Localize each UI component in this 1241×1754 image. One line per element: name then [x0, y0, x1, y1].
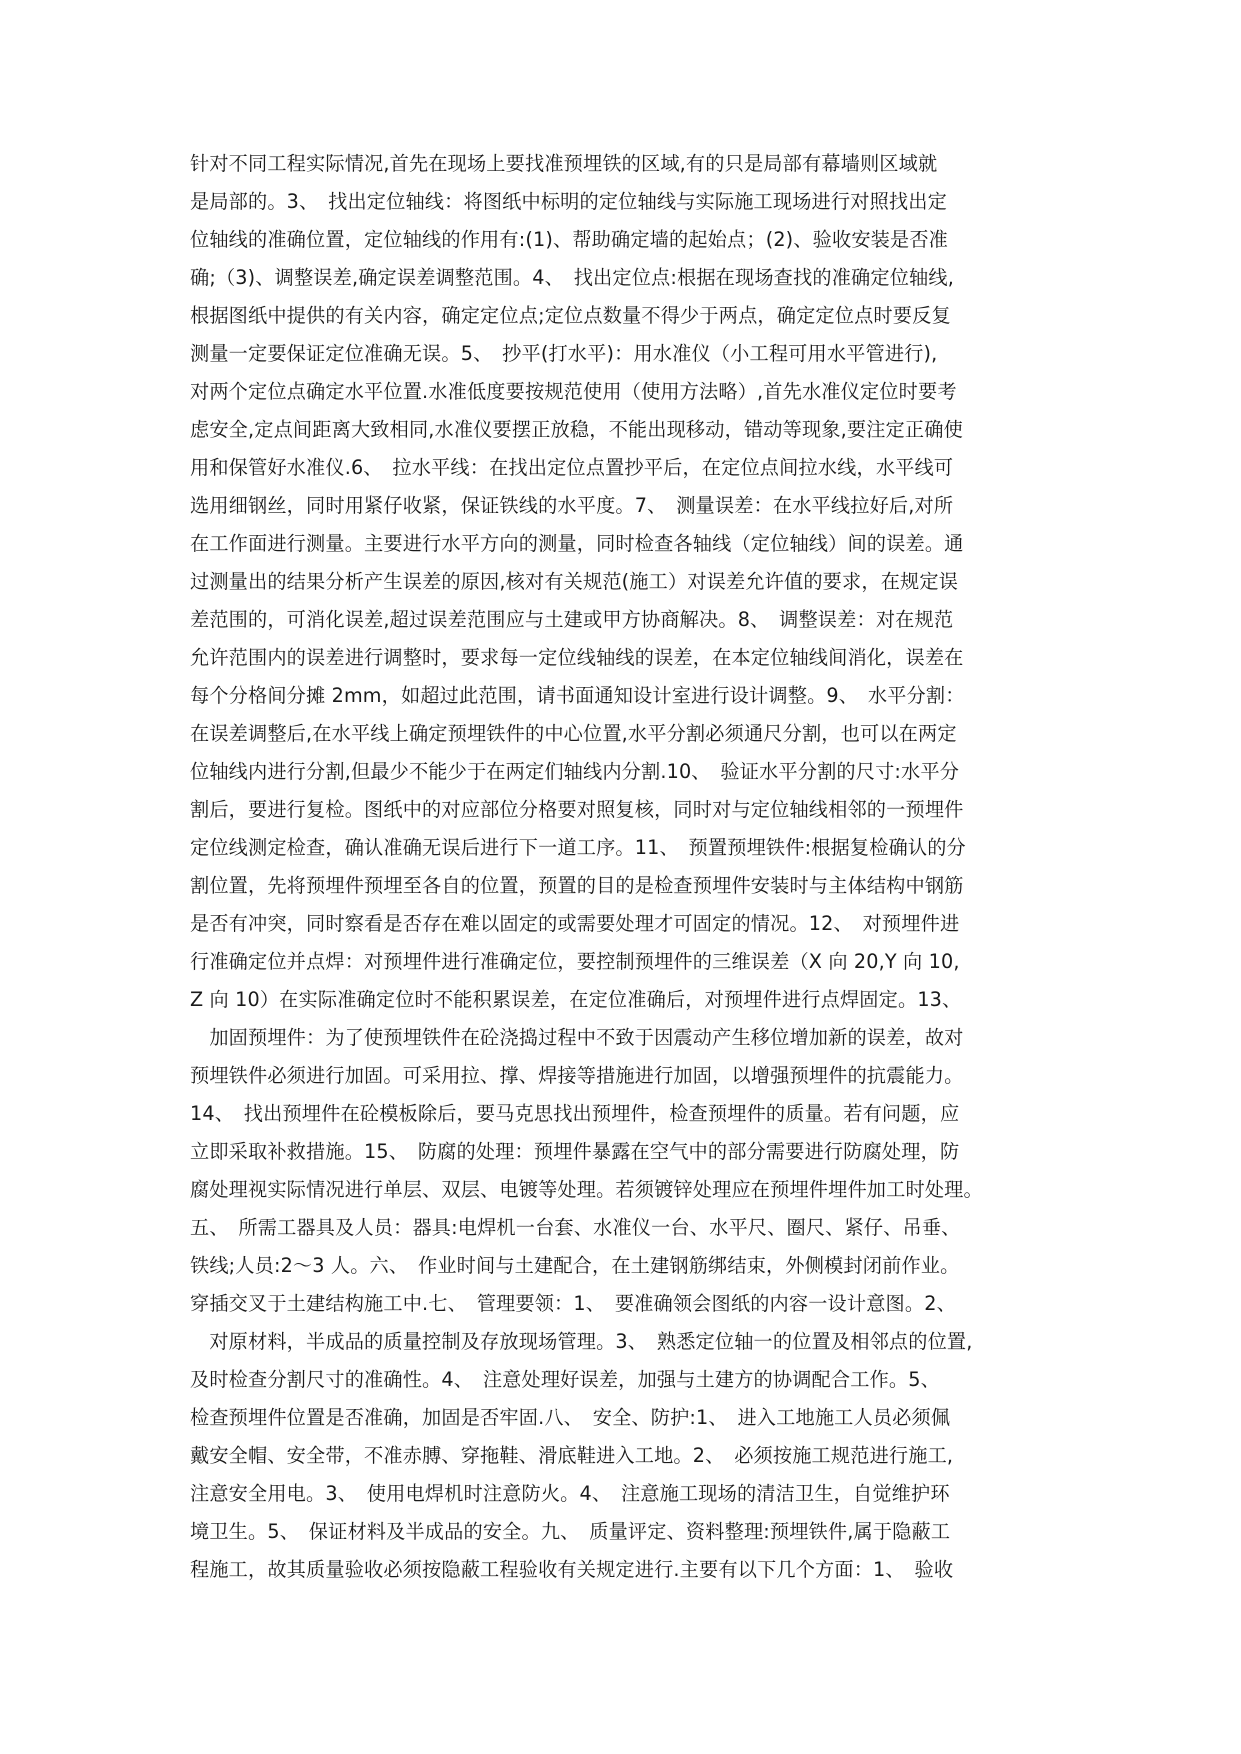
- text-line: 戴安全帽、安全带，不准赤膊、穿拖鞋、滑底鞋进入工地。2、 必须按施工规范进行施工,: [190, 1444, 954, 1467]
- text-line: 允许范围内的误差进行调整时，要求每一定位线轴线的误差，在本定位轴线间消化，误差在: [190, 646, 964, 669]
- text-line: 在工作面进行测量。主要进行水平方向的测量，同时检查各轴线（定位轴线）间的误差。通: [190, 532, 964, 555]
- text-line: 穿插交叉于土建结构施工中.七、 管理要领：1、 要准确领会图纸的内容一设计意图。2、: [190, 1292, 956, 1315]
- text-line: 确;（3)、调整误差,确定误差调整范围。4、 找出定位点:根据在现场查找的准确定位轴线,: [190, 266, 954, 289]
- text-line: 铁线;人员:2～3 人。六、 作业时间与土建配合，在土建钢筋绑结束，外侧模封闭前作业。: [190, 1254, 960, 1277]
- text-line: 对原材料，半成品的质量控制及存放现场管理。3、 熟悉定位轴一的位置及相邻点的位置,: [190, 1330, 973, 1353]
- text-line: 选用细钢丝，同时用紧仔收紧，保证铁线的水平度。7、 测量误差：在水平线拉好后,对所: [190, 494, 954, 517]
- text-line: 定位线测定检查，确认准确无误后进行下一道工序。11、 预置预埋铁件:根据复检确认的分: [190, 836, 966, 859]
- body-text: [190, 145, 1052, 1589]
- text-line: 过测量出的结果分析产生误差的原因,核对有关规范(施工）对误差允许值的要求，在规定误: [190, 570, 959, 593]
- text-line: Z 向 10）在实际准确定位时不能积累误差，在定位准确后，对预埋件进行点焊固定。13、: [190, 988, 962, 1011]
- text-line: 预埋铁件必须进行加固。可采用拉、撑、焊接等措施进行加固，以增强预埋件的抗震能力。: [190, 1064, 964, 1087]
- text-line: 位轴线内进行分割,但最少不能少于在两定们轴线内分割.10、 验证水平分割的尺寸:水平分: [190, 760, 960, 783]
- text-line: 差范围的，可消化误差,超过误差范围应与土建或甲方协商解决。8、 调整误差：对在规范: [190, 608, 954, 631]
- text-line: 根据图纸中提供的有关内容，确定定位点;定位点数量不得少于两点，确定定位点时要反复: [190, 304, 951, 327]
- text-line: 用和保管好水准仪.6、 拉水平线：在找出定位点置抄平后，在定位点间拉水线，水平线可: [190, 456, 954, 479]
- text-line: 注意安全用电。3、 使用电焊机时注意防火。4、 注意施工现场的清洁卫生，自觉维护环: [190, 1482, 950, 1505]
- text-line: 行准确定位并点焊：对预埋件进行准确定位，要控制预埋件的三维误差（X 向 20,Y 向 10,: [190, 950, 960, 973]
- text-line: 五、 所需工器具及人员：器具:电焊机一台套、水准仪一台、水平尺、圈尺、紧仔、吊垂、: [190, 1216, 961, 1239]
- text-line: 虑安全,定点间距离大致相同,水准仪要摆正放稳，不能出现移动，错动等现象,要注定正确使: [190, 418, 963, 441]
- text-line: 立即采取补救措施。15、 防腐的处理：预埋件暴露在空气中的部分需要进行防腐处理，防: [190, 1140, 960, 1163]
- text-line: 腐处理视实际情况进行单层、双层、电镀等处理。若须镀锌处理应在预埋件埋件加工时处理。: [190, 1178, 983, 1201]
- text-line: 割位置，先将预埋件预埋至各自的位置，预置的目的是检查预埋件安装时与主体结构中钢筋: [190, 874, 964, 897]
- text-line: 及时检查分割尺寸的准确性。4、 注意处理好误差，加强与土建方的协调配合工作。5、: [190, 1368, 940, 1391]
- text-line: 位轴线的准确位置，定位轴线的作用有:(1)、帮助确定墙的起始点；(2)、验收安装是否准: [190, 228, 949, 251]
- text-line: 针对不同工程实际情况,首先在现场上要找准预埋铁的区域,有的只是局部有幕墙则区域就: [190, 152, 938, 175]
- text-line: 境卫生。5、 保证材料及半成品的安全。九、 质量评定、资料整理:预埋铁件,属于隐蔽工: [190, 1520, 951, 1543]
- text-line: 对两个定位点确定水平位置.水准低度要按规范使用（使用方法略）,首先水准仪定位时要考: [190, 380, 957, 403]
- text-line: 检查预埋件位置是否准确，加固是否牢固.八、 安全、防护:1、 进入工地施工人员必须佩: [190, 1406, 951, 1429]
- text-line: 加固预埋件：为了使预埋铁件在砼浇捣过程中不致于因震动产生移位增加新的误差，故对: [190, 1026, 964, 1049]
- text-line: 是否有冲突，同时察看是否存在难以固定的或需要处理才可固定的情况。12、 对预埋件进: [190, 912, 960, 935]
- text-line: 14、 找出预埋件在砼模板除后，要马克思找出预埋件，检查预埋件的质量。若有问题，应: [190, 1102, 960, 1125]
- text-line: 测量一定要保证定位准确无误。5、 抄平(打水平)：用水准仪（小工程可用水平管进行),: [190, 342, 938, 365]
- text-line: 每个分格间分摊 2mm，如超过此范围，请书面通知设计室进行设计调整。9、 水平分割：: [190, 684, 965, 707]
- text-line: 程施工，故其质量验收必须按隐蔽工程验收有关规定进行.主要有以下几个方面：1、 验收: [190, 1558, 954, 1581]
- text-line: 在误差调整后,在水平线上确定预埋铁件的中心位置,水平分割必须通尺分割，也可以在两定: [190, 722, 957, 745]
- text-line: 割后，要进行复检。图纸中的对应部位分格要对照复核，同时对与定位轴线相邻的一预埋件: [190, 798, 964, 821]
- text-line: 是局部的。3、 找出定位轴线：将图纸中标明的定位轴线与实际施工现场进行对照找出定: [190, 190, 947, 213]
